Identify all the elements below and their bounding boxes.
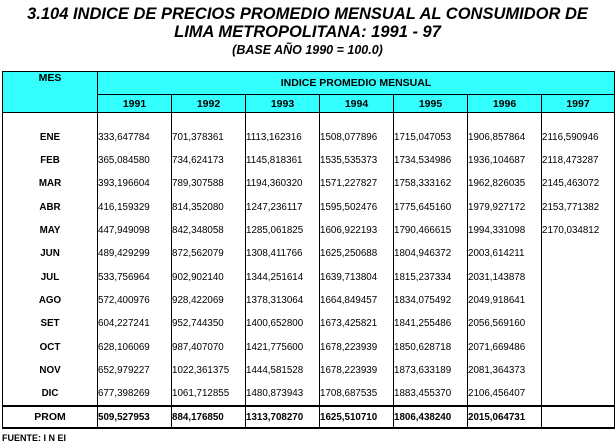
index-value-cell: 1508,077896 (320, 113, 394, 150)
index-value-cell: 1444,581528 (246, 359, 320, 382)
index-value-cell (542, 242, 615, 265)
index-value-cell: 1378,313064 (246, 289, 320, 312)
year-header: 1996 (468, 95, 542, 113)
index-value-cell: 628,106069 (98, 335, 172, 358)
index-value-cell: 1804,946372 (394, 242, 468, 265)
table-row (3, 149, 615, 172)
index-value-cell: 652,979227 (98, 359, 172, 382)
index-value-cell: 1480,873943 (246, 382, 320, 406)
index-value-cell: 333,647784 (98, 113, 172, 150)
index-value-cell: 1313,708270 (246, 406, 320, 428)
index-value-cell: 1285,061825 (246, 219, 320, 242)
index-value-cell: 1708,687535 (320, 382, 394, 406)
table-row (3, 113, 615, 150)
index-value-cell (542, 335, 615, 358)
index-value-cell: 2071,669486 (468, 335, 542, 358)
table-row (3, 335, 615, 358)
index-value-cell: 1962,826035 (468, 172, 542, 195)
index-value-cell: 1571,227827 (320, 172, 394, 195)
month-label: MAY (3, 219, 98, 242)
month-label: ABR (3, 196, 98, 219)
year-header: 1993 (246, 95, 320, 113)
index-value-cell: 1678,223939 (320, 359, 394, 382)
table-row (3, 265, 615, 288)
year-header: 1994 (320, 95, 394, 113)
index-value-cell: 928,422069 (172, 289, 246, 312)
index-value-cell: 952,744350 (172, 312, 246, 335)
index-value-cell: 2081,364373 (468, 359, 542, 382)
year-header: 1991 (98, 95, 172, 113)
index-value-cell: 1906,857864 (468, 113, 542, 150)
index-value-cell: 2118,473287 (542, 149, 615, 172)
index-value-cell: 884,176850 (172, 406, 246, 428)
index-value-cell: 701,378361 (172, 113, 246, 150)
table-row (3, 242, 615, 265)
index-value-cell (542, 265, 615, 288)
table-title-line-1: 3.104 INDICE DE PRECIOS PROMEDIO MENSUAL AL CONSUMIDOR DE (27, 5, 588, 23)
month-label: PROM (3, 406, 98, 428)
index-value-cell: 1883,455370 (394, 382, 468, 406)
index-value-cell: 2145,463072 (542, 172, 615, 195)
index-value-cell: 2106,456407 (468, 382, 542, 406)
index-value-cell: 1113,162316 (246, 113, 320, 150)
index-value-cell: 1850,628718 (394, 335, 468, 358)
index-value-cell: 2015,064731 (468, 406, 542, 428)
index-value-cell: 1841,255486 (394, 312, 468, 335)
table-row (3, 359, 615, 382)
index-value-cell (542, 406, 615, 428)
month-label: JUN (3, 242, 98, 265)
index-group-header: INDICE PROMEDIO MENSUAL (98, 72, 615, 95)
index-value-cell: 393,196604 (98, 172, 172, 195)
month-label: JUL (3, 265, 98, 288)
index-value-cell: 1873,633189 (394, 359, 468, 382)
index-value-cell: 1775,645160 (394, 196, 468, 219)
index-value-cell: 1673,425821 (320, 312, 394, 335)
index-value-cell: 1758,333162 (394, 172, 468, 195)
index-value-cell: 2031,143878 (468, 265, 542, 288)
index-value-cell: 1022,361375 (172, 359, 246, 382)
index-value-cell: 2170,034812 (542, 219, 615, 242)
index-value-cell: 447,949098 (98, 219, 172, 242)
index-value-cell: 1344,251614 (246, 265, 320, 288)
index-value-cell: 1994,331098 (468, 219, 542, 242)
month-label: FEB (3, 149, 98, 172)
table-base-note: (BASE AÑO 1990 = 100.0) (232, 43, 383, 57)
index-value-cell: 1834,075492 (394, 289, 468, 312)
table-row (3, 382, 615, 406)
table-row (3, 289, 615, 312)
index-value-cell: 1639,713804 (320, 265, 394, 288)
index-value-cell: 902,902140 (172, 265, 246, 288)
index-value-cell: 1400,652800 (246, 312, 320, 335)
year-header: 1992 (172, 95, 246, 113)
month-label: SET (3, 312, 98, 335)
month-label: DIC (3, 382, 98, 406)
index-value-cell: 2056,569160 (468, 312, 542, 335)
index-value-cell: 1194,360320 (246, 172, 320, 195)
average-row (3, 406, 615, 428)
source-note: FUENTE: I N EI (2, 433, 67, 443)
index-value-cell: 2003,614211 (468, 242, 542, 265)
index-value-cell: 2049,918641 (468, 289, 542, 312)
index-value-cell: 1678,223939 (320, 335, 394, 358)
index-value-cell (542, 382, 615, 406)
index-value-cell: 1145,818361 (246, 149, 320, 172)
index-value-cell: 1936,104687 (468, 149, 542, 172)
index-value-cell: 1247,236117 (246, 196, 320, 219)
index-value-cell: 1061,712855 (172, 382, 246, 406)
index-value-cell: 365,084580 (98, 149, 172, 172)
index-value-cell: 1595,502476 (320, 196, 394, 219)
index-value-cell: 489,429299 (98, 242, 172, 265)
index-value-cell: 987,407070 (172, 335, 246, 358)
index-value-cell: 872,562079 (172, 242, 246, 265)
month-label: AGO (3, 289, 98, 312)
index-value-cell: 1625,510710 (320, 406, 394, 428)
index-value-cell: 1979,927172 (468, 196, 542, 219)
index-value-cell: 416,159329 (98, 196, 172, 219)
index-value-cell (542, 359, 615, 382)
index-value-cell: 842,348058 (172, 219, 246, 242)
month-label: MAR (3, 172, 98, 195)
index-value-cell: 1815,237334 (394, 265, 468, 288)
month-label: NOV (3, 359, 98, 382)
index-value-cell: 1625,250688 (320, 242, 394, 265)
index-value-cell: 814,352080 (172, 196, 246, 219)
price-index-table (2, 71, 615, 429)
index-value-cell: 734,624173 (172, 149, 246, 172)
index-value-cell: 1734,534986 (394, 149, 468, 172)
month-label: ENE (3, 113, 98, 150)
index-value-cell: 1535,535373 (320, 149, 394, 172)
index-value-cell: 1421,775600 (246, 335, 320, 358)
index-value-cell: 604,227241 (98, 312, 172, 335)
year-header: 1997 (542, 95, 615, 113)
index-value-cell: 1664,849457 (320, 289, 394, 312)
index-value-cell: 1806,438240 (394, 406, 468, 428)
month-label: OCT (3, 335, 98, 358)
index-value-cell: 789,307588 (172, 172, 246, 195)
index-value-cell (542, 289, 615, 312)
index-value-cell: 1715,047053 (394, 113, 468, 150)
table-title-line-2: LIMA METROPOLITANA: 1991 - 97 (174, 23, 441, 41)
table-row (3, 312, 615, 335)
table-row (3, 196, 615, 219)
table-row (3, 219, 615, 242)
index-value-cell: 509,527953 (98, 406, 172, 428)
index-value-cell: 1790,466615 (394, 219, 468, 242)
index-value-cell: 572,400976 (98, 289, 172, 312)
index-value-cell: 677,398269 (98, 382, 172, 406)
index-value-cell: 2116,590946 (542, 113, 615, 150)
index-value-cell (542, 312, 615, 335)
index-value-cell: 2153,771382 (542, 196, 615, 219)
table-row (3, 172, 615, 195)
index-value-cell: 1606,922193 (320, 219, 394, 242)
index-value-cell: 533,756964 (98, 265, 172, 288)
year-header: 1995 (394, 95, 468, 113)
mes-column-header: MES (3, 72, 98, 113)
index-value-cell: 1308,411766 (246, 242, 320, 265)
